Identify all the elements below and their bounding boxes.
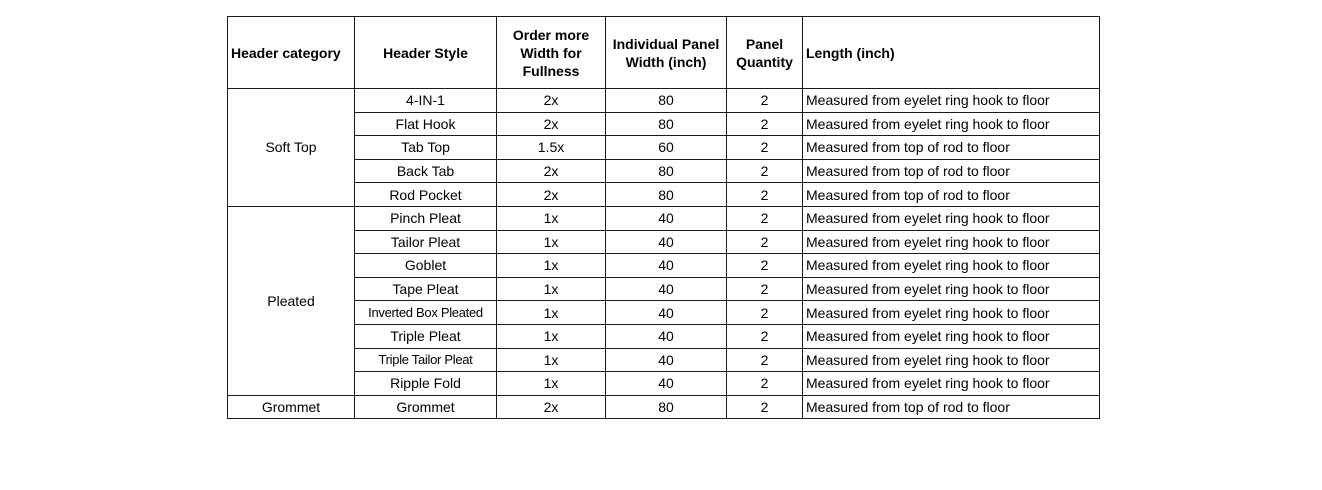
length-cell: Measured from eyelet ring hook to floor	[803, 230, 1100, 254]
table-row	[228, 112, 1100, 136]
style-cell: Ripple Fold	[355, 372, 497, 396]
table-row	[228, 159, 1100, 183]
fullness-column: Order more Width for Fullness	[497, 17, 606, 89]
fullness-cell: 1x	[497, 324, 606, 348]
width-cell: 80	[606, 159, 727, 183]
width-cell: 40	[606, 372, 727, 396]
style-cell: 4-IN-1	[355, 89, 497, 113]
length-cell: Measured from eyelet ring hook to floor	[803, 372, 1100, 396]
quantity-cell: 2	[727, 206, 803, 230]
style-cell: Goblet	[355, 254, 497, 278]
style-cell: Pinch Pleat	[355, 206, 497, 230]
table-row	[228, 277, 1100, 301]
length-cell: Measured from eyelet ring hook to floor	[803, 324, 1100, 348]
fullness-cell: 1x	[497, 301, 606, 325]
table-row	[228, 89, 1100, 113]
quantity-cell: 2	[727, 324, 803, 348]
quantity-cell: 2	[727, 230, 803, 254]
table-body	[228, 89, 1100, 419]
quantity-cell: 2	[727, 277, 803, 301]
category-cell-pleated: Pleated	[228, 206, 355, 395]
style-cell: Tab Top	[355, 136, 497, 160]
header-row	[228, 17, 1100, 89]
table-row	[228, 372, 1100, 396]
width-cell: 80	[606, 183, 727, 207]
quantity-cell: 2	[727, 301, 803, 325]
table-row	[228, 230, 1100, 254]
quantity-cell: 2	[727, 89, 803, 113]
fullness-cell: 1x	[497, 206, 606, 230]
length-cell: Measured from eyelet ring hook to floor	[803, 206, 1100, 230]
quantity-cell: 2	[727, 136, 803, 160]
quantity-cell: 2	[727, 395, 803, 419]
fullness-cell: 2x	[497, 395, 606, 419]
width-cell: 40	[606, 206, 727, 230]
fullness-cell: 2x	[497, 183, 606, 207]
width-cell: 40	[606, 348, 727, 372]
table-row	[228, 301, 1100, 325]
quantity-cell: 2	[727, 348, 803, 372]
fullness-cell: 1x	[497, 230, 606, 254]
fullness-cell: 2x	[497, 159, 606, 183]
length-cell: Measured from top of rod to floor	[803, 136, 1100, 160]
style-cell: Triple Tailor Pleat	[355, 348, 497, 372]
table-head	[228, 17, 1100, 89]
style-cell: Tape Pleat	[355, 277, 497, 301]
table-row	[228, 348, 1100, 372]
fullness-cell: 2x	[497, 89, 606, 113]
width-cell: 40	[606, 254, 727, 278]
width-cell: 40	[606, 277, 727, 301]
length-cell: Measured from eyelet ring hook to floor	[803, 301, 1100, 325]
style-cell: Flat Hook	[355, 112, 497, 136]
width-cell: 80	[606, 395, 727, 419]
panel-width-column: Individual Panel Width (inch)	[606, 17, 727, 89]
length-cell: Measured from top of rod to floor	[803, 395, 1100, 419]
length-cell: Measured from eyelet ring hook to floor	[803, 348, 1100, 372]
length-cell: Measured from top of rod to floor	[803, 183, 1100, 207]
table-row	[228, 183, 1100, 207]
fullness-cell: 1x	[497, 348, 606, 372]
length-column: Length (inch)	[803, 17, 1100, 89]
table-row	[228, 206, 1100, 230]
style-cell: Rod Pocket	[355, 183, 497, 207]
width-cell: 60	[606, 136, 727, 160]
style-cell: Inverted Box Pleated	[355, 301, 497, 325]
header-style-column: Header Style	[355, 17, 497, 89]
width-cell: 40	[606, 301, 727, 325]
quantity-cell: 2	[727, 372, 803, 396]
panel-quantity-column: Panel Quantity	[727, 17, 803, 89]
style-cell: Tailor Pleat	[355, 230, 497, 254]
width-cell: 40	[606, 324, 727, 348]
table-row	[228, 395, 1100, 419]
length-cell: Measured from eyelet ring hook to floor	[803, 254, 1100, 278]
style-cell: Grommet	[355, 395, 497, 419]
curtain-header-spec-table	[227, 16, 1100, 419]
fullness-cell: 1x	[497, 277, 606, 301]
fullness-cell: 1x	[497, 372, 606, 396]
length-cell: Measured from eyelet ring hook to floor	[803, 89, 1100, 113]
style-cell: Back Tab	[355, 159, 497, 183]
length-cell: Measured from eyelet ring hook to floor	[803, 277, 1100, 301]
category-cell-grommet: Grommet	[228, 395, 355, 419]
style-cell: Triple Pleat	[355, 324, 497, 348]
width-cell: 40	[606, 230, 727, 254]
width-cell: 80	[606, 112, 727, 136]
length-cell: Measured from top of rod to floor	[803, 159, 1100, 183]
table-row	[228, 324, 1100, 348]
width-cell: 80	[606, 89, 727, 113]
fullness-cell: 2x	[497, 112, 606, 136]
header-category-column: Header category	[228, 17, 355, 89]
quantity-cell: 2	[727, 183, 803, 207]
fullness-cell: 1.5x	[497, 136, 606, 160]
fullness-cell: 1x	[497, 254, 606, 278]
length-cell: Measured from eyelet ring hook to floor	[803, 112, 1100, 136]
quantity-cell: 2	[727, 254, 803, 278]
category-cell-soft-top: Soft Top	[228, 89, 355, 207]
quantity-cell: 2	[727, 159, 803, 183]
quantity-cell: 2	[727, 112, 803, 136]
table-row	[228, 254, 1100, 278]
table-row	[228, 136, 1100, 160]
